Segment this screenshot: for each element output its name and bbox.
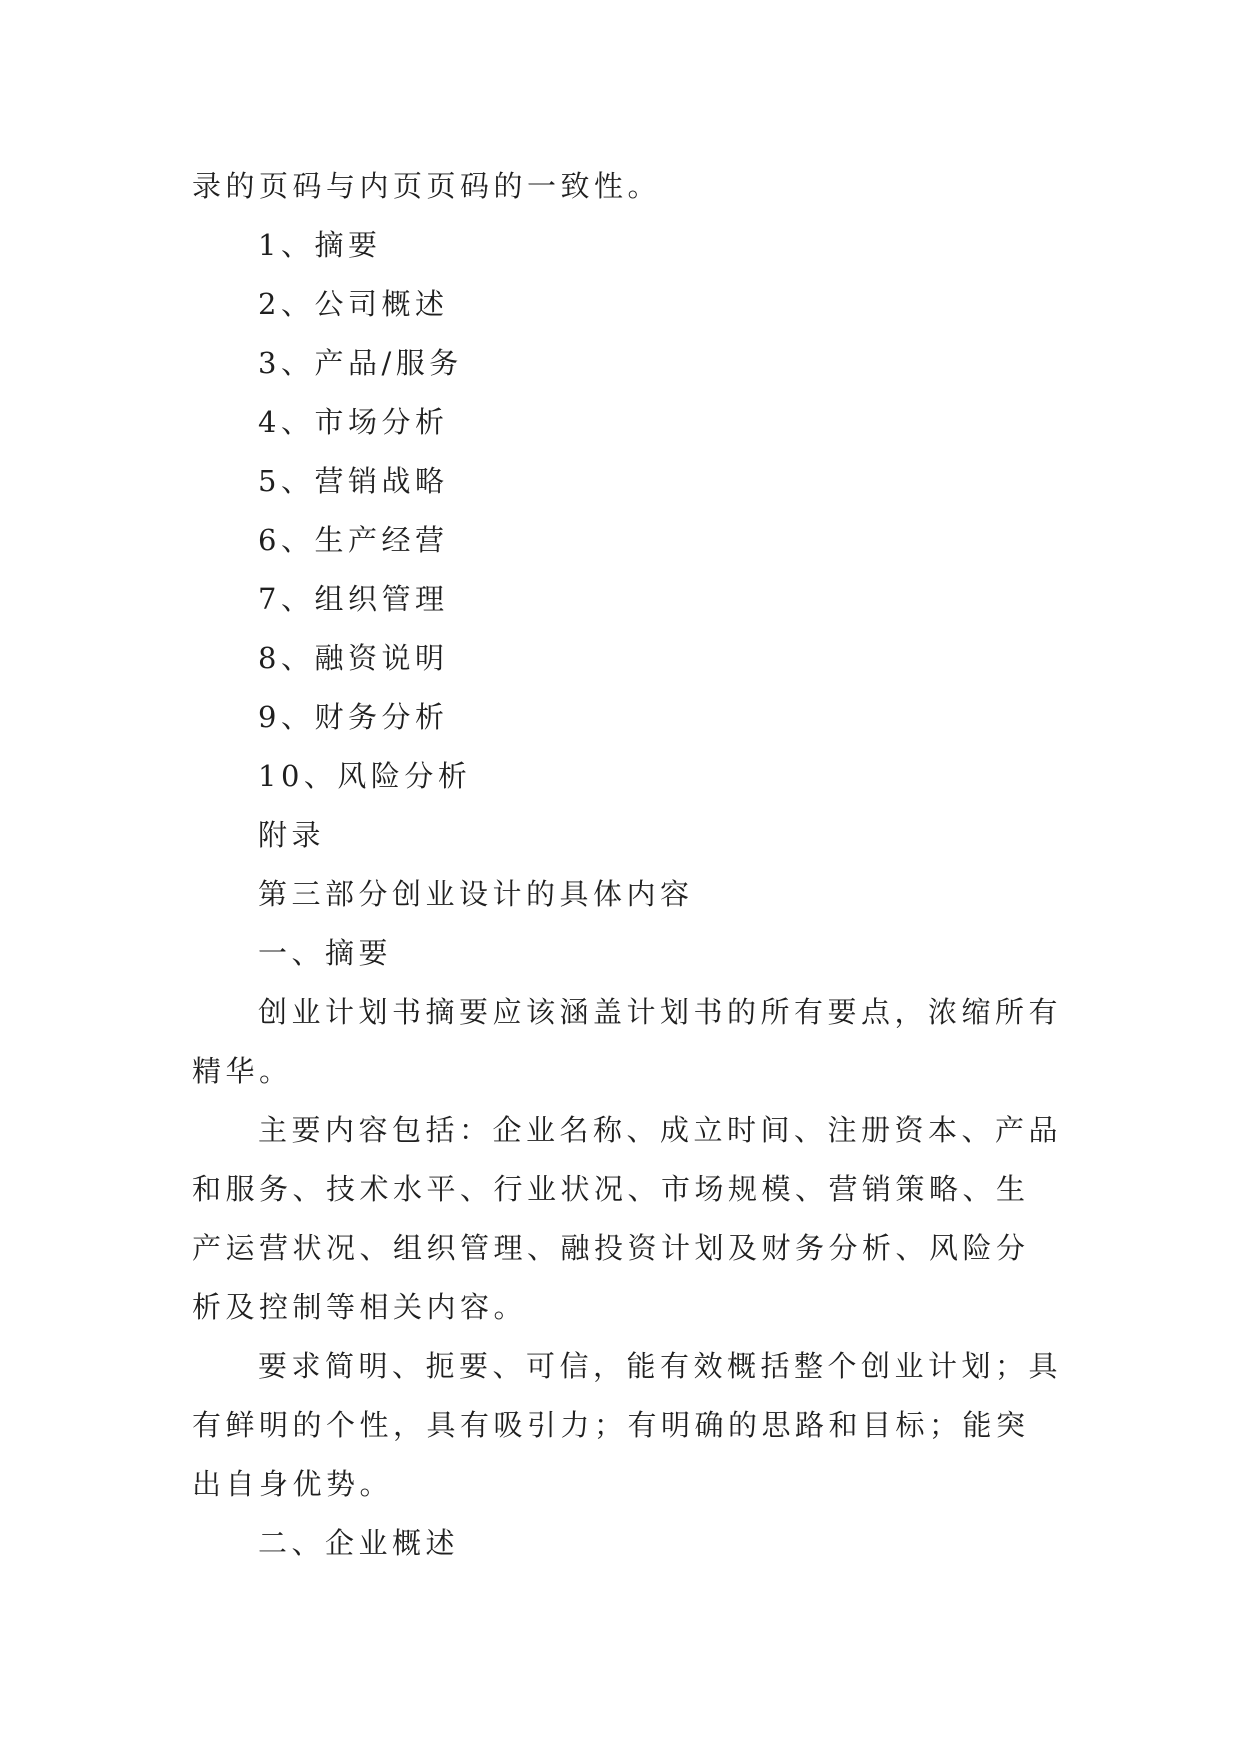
toc-item-appendix: 附录 [258,818,326,852]
section-heading-company-overview: 二、企业概述 [258,1526,460,1560]
toc-item-8: 8、融资说明 [258,641,449,675]
toc-item-2: 2、公司概述 [258,287,449,321]
toc-item-3: 3、产品/服务 [258,346,463,380]
section-heading-summary: 一、摘要 [258,936,393,970]
part-title: 第三部分创业设计的具体内容 [258,877,694,911]
toc-item-9: 9、财务分析 [258,700,449,734]
paragraph-summary-contents: 主要内容包括：企业名称、成立时间、注册资本、产品和服务、技术水平、行业状况、市场规模、营销策略、生产运营状况、组织管理、融投资计划及财务分析、风险分析及控制等相关内容。 [192,1113,1063,1324]
opening-line: 录的页码与内页页码的一致性。 [192,169,662,203]
toc-item-10: 10、风险分析 [258,759,472,793]
paragraph-summary-scope: 创业计划书摘要应该涵盖计划书的所有要点，浓缩所有精华。 [192,995,1063,1088]
toc-item-5: 5、营销战略 [258,464,449,498]
toc-item-1: 1、摘要 [258,228,382,262]
toc-item-7: 7、组织管理 [258,582,449,616]
paragraph-summary-requirements: 要求简明、扼要、可信，能有效概括整个创业计划；具有鲜明的个性，具有吸引力；有明确的思路和目标；能突出自身优势。 [192,1349,1063,1501]
toc-item-4: 4、市场分析 [258,405,449,439]
toc-item-6: 6、生产经营 [258,523,449,557]
document-body [192,157,1062,1573]
